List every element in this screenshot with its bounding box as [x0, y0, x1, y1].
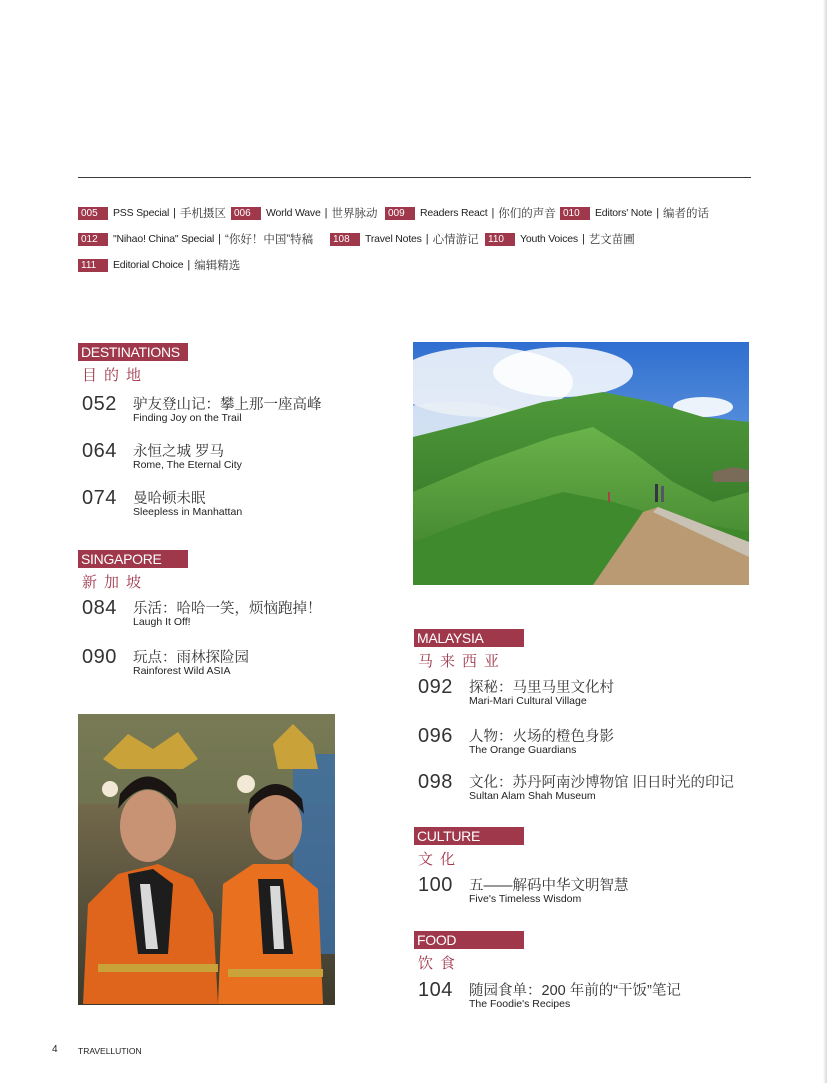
entry-title-cn: 乐活：哈哈一笑，烦恼跑掉！	[133, 601, 322, 617]
entry-title-en: Sultan Alam Shah Museum	[469, 790, 596, 802]
regular-title-cn: 心情游记	[432, 234, 479, 246]
regular-title-en: Travel Notes	[365, 233, 422, 245]
entry-title-en: Finding Joy on the Trail	[133, 412, 242, 424]
entry-page-number: 074	[82, 487, 117, 509]
page-edge-shadow	[823, 0, 827, 1083]
regular-title-cn: 编者的话	[663, 208, 710, 220]
entry-title-cn: 永恒之城 罗马	[133, 444, 225, 460]
entry-page-number: 104	[418, 979, 453, 1001]
regular-title-cn: 你们的声音	[498, 208, 556, 220]
regular-title-en: World Wave	[266, 207, 321, 219]
magazine-name: TRAVELLUTION	[78, 1046, 142, 1056]
entry-title-en: The Foodie's Recipes	[469, 998, 571, 1010]
entry-page-number: 090	[82, 646, 117, 668]
section-header-food: FOOD	[414, 931, 524, 949]
entry-page-number: 096	[418, 725, 453, 747]
regular-page-number: 010	[560, 207, 590, 220]
separator: |	[581, 233, 585, 245]
entry-title-cn: 曼哈顿未眠	[133, 491, 206, 507]
separator: |	[218, 233, 221, 245]
entry-page-number: 064	[82, 440, 117, 462]
entry-title-cn: 五——解码中华文明智慧	[469, 878, 629, 894]
regular-title-en: PSS Special	[113, 207, 170, 219]
separator: |	[491, 207, 495, 219]
regular-page-number: 012	[78, 233, 108, 246]
regular-page-number: 006	[231, 207, 261, 220]
entry-title-en: Rainforest Wild ASIA	[133, 665, 231, 677]
regular-item[interactable]	[560, 206, 709, 220]
entry-page-number: 052	[82, 393, 117, 415]
entry-title-en: Laugh It Off!	[133, 616, 191, 628]
regular-title-en: Editorial Choice	[113, 259, 184, 271]
regular-page-number: 110	[485, 233, 515, 246]
top-divider	[78, 177, 751, 178]
separator: |	[425, 233, 429, 245]
cultural-dancers-image	[78, 714, 335, 1005]
regular-title-en: "Nihao! China" Special	[113, 233, 215, 245]
regular-page-number: 009	[385, 207, 415, 220]
entry-title-cn: 文化：苏丹阿南沙博物馆 旧日时光的印记	[469, 775, 735, 791]
section-cn-malaysia: 马来西亚	[418, 653, 507, 670]
entry-title-cn: 人物：火场的橙色身影	[469, 729, 614, 745]
regular-title-en: Youth Voices	[520, 233, 578, 245]
dancers-photo	[78, 714, 335, 1005]
section-header-singapore: SINGAPORE	[78, 550, 188, 568]
entry-page-number: 092	[418, 676, 453, 698]
regular-item[interactable]	[485, 232, 635, 246]
entry-title-en: Mari-Mari Cultural Village	[469, 695, 587, 707]
regular-title-en: Readers React	[420, 207, 488, 219]
section-cn-culture: 文化	[418, 851, 463, 868]
regular-title-cn: 手机摄区	[180, 208, 227, 220]
entry-title-cn: 驴友登山记：攀上那一座高峰	[133, 397, 322, 413]
section-cn-singapore: 新加坡	[82, 574, 149, 591]
regular-title-cn: 编辑精选	[194, 260, 241, 272]
section-header-malaysia: MALAYSIA	[414, 629, 524, 647]
regular-title-en: Editors' Note	[595, 207, 653, 219]
entry-title-en: Rome, The Eternal City	[133, 459, 242, 471]
regular-page-number: 111	[78, 259, 108, 272]
regular-item[interactable]	[78, 258, 240, 272]
regular-item[interactable]	[385, 206, 556, 220]
entry-title-en: Five's Timeless Wisdom	[469, 893, 582, 905]
regular-item[interactable]	[231, 206, 377, 220]
trail-photo	[413, 342, 749, 585]
separator: |	[324, 207, 328, 219]
entry-title-en: Sleepless in Manhattan	[133, 506, 243, 518]
entry-title-cn: 玩点：雨林探险园	[133, 650, 249, 666]
separator: |	[656, 207, 660, 219]
entry-page-number: 084	[82, 597, 117, 619]
separator: |	[187, 259, 191, 271]
entry-page-number: 100	[418, 874, 453, 896]
section-cn-food: 饮食	[418, 955, 463, 972]
entry-title-en: The Orange Guardians	[469, 744, 577, 756]
entry-page-number: 098	[418, 771, 453, 793]
separator: |	[173, 207, 177, 219]
regular-item[interactable]	[78, 232, 313, 246]
regular-title-cn: “你好！中国”特稿	[224, 234, 314, 246]
section-cn-destinations: 目的地	[82, 367, 149, 384]
trail-landscape-image	[413, 342, 749, 585]
regular-item[interactable]	[330, 232, 479, 246]
section-header-destinations: DESTINATIONS	[78, 343, 188, 361]
entry-title-cn: 探秘：马里马里文化村	[469, 680, 614, 696]
regular-title-cn: 世界脉动	[331, 208, 378, 220]
page-number: 4	[52, 1044, 58, 1055]
regular-page-number: 108	[330, 233, 360, 246]
regular-page-number: 005	[78, 207, 108, 220]
section-header-culture: CULTURE	[414, 827, 524, 845]
regular-title-cn: 艺文苗圃	[588, 234, 635, 246]
regular-item[interactable]	[78, 206, 226, 220]
entry-title-cn: 随园食单：200 年前的“干饭”笔记	[469, 983, 681, 999]
